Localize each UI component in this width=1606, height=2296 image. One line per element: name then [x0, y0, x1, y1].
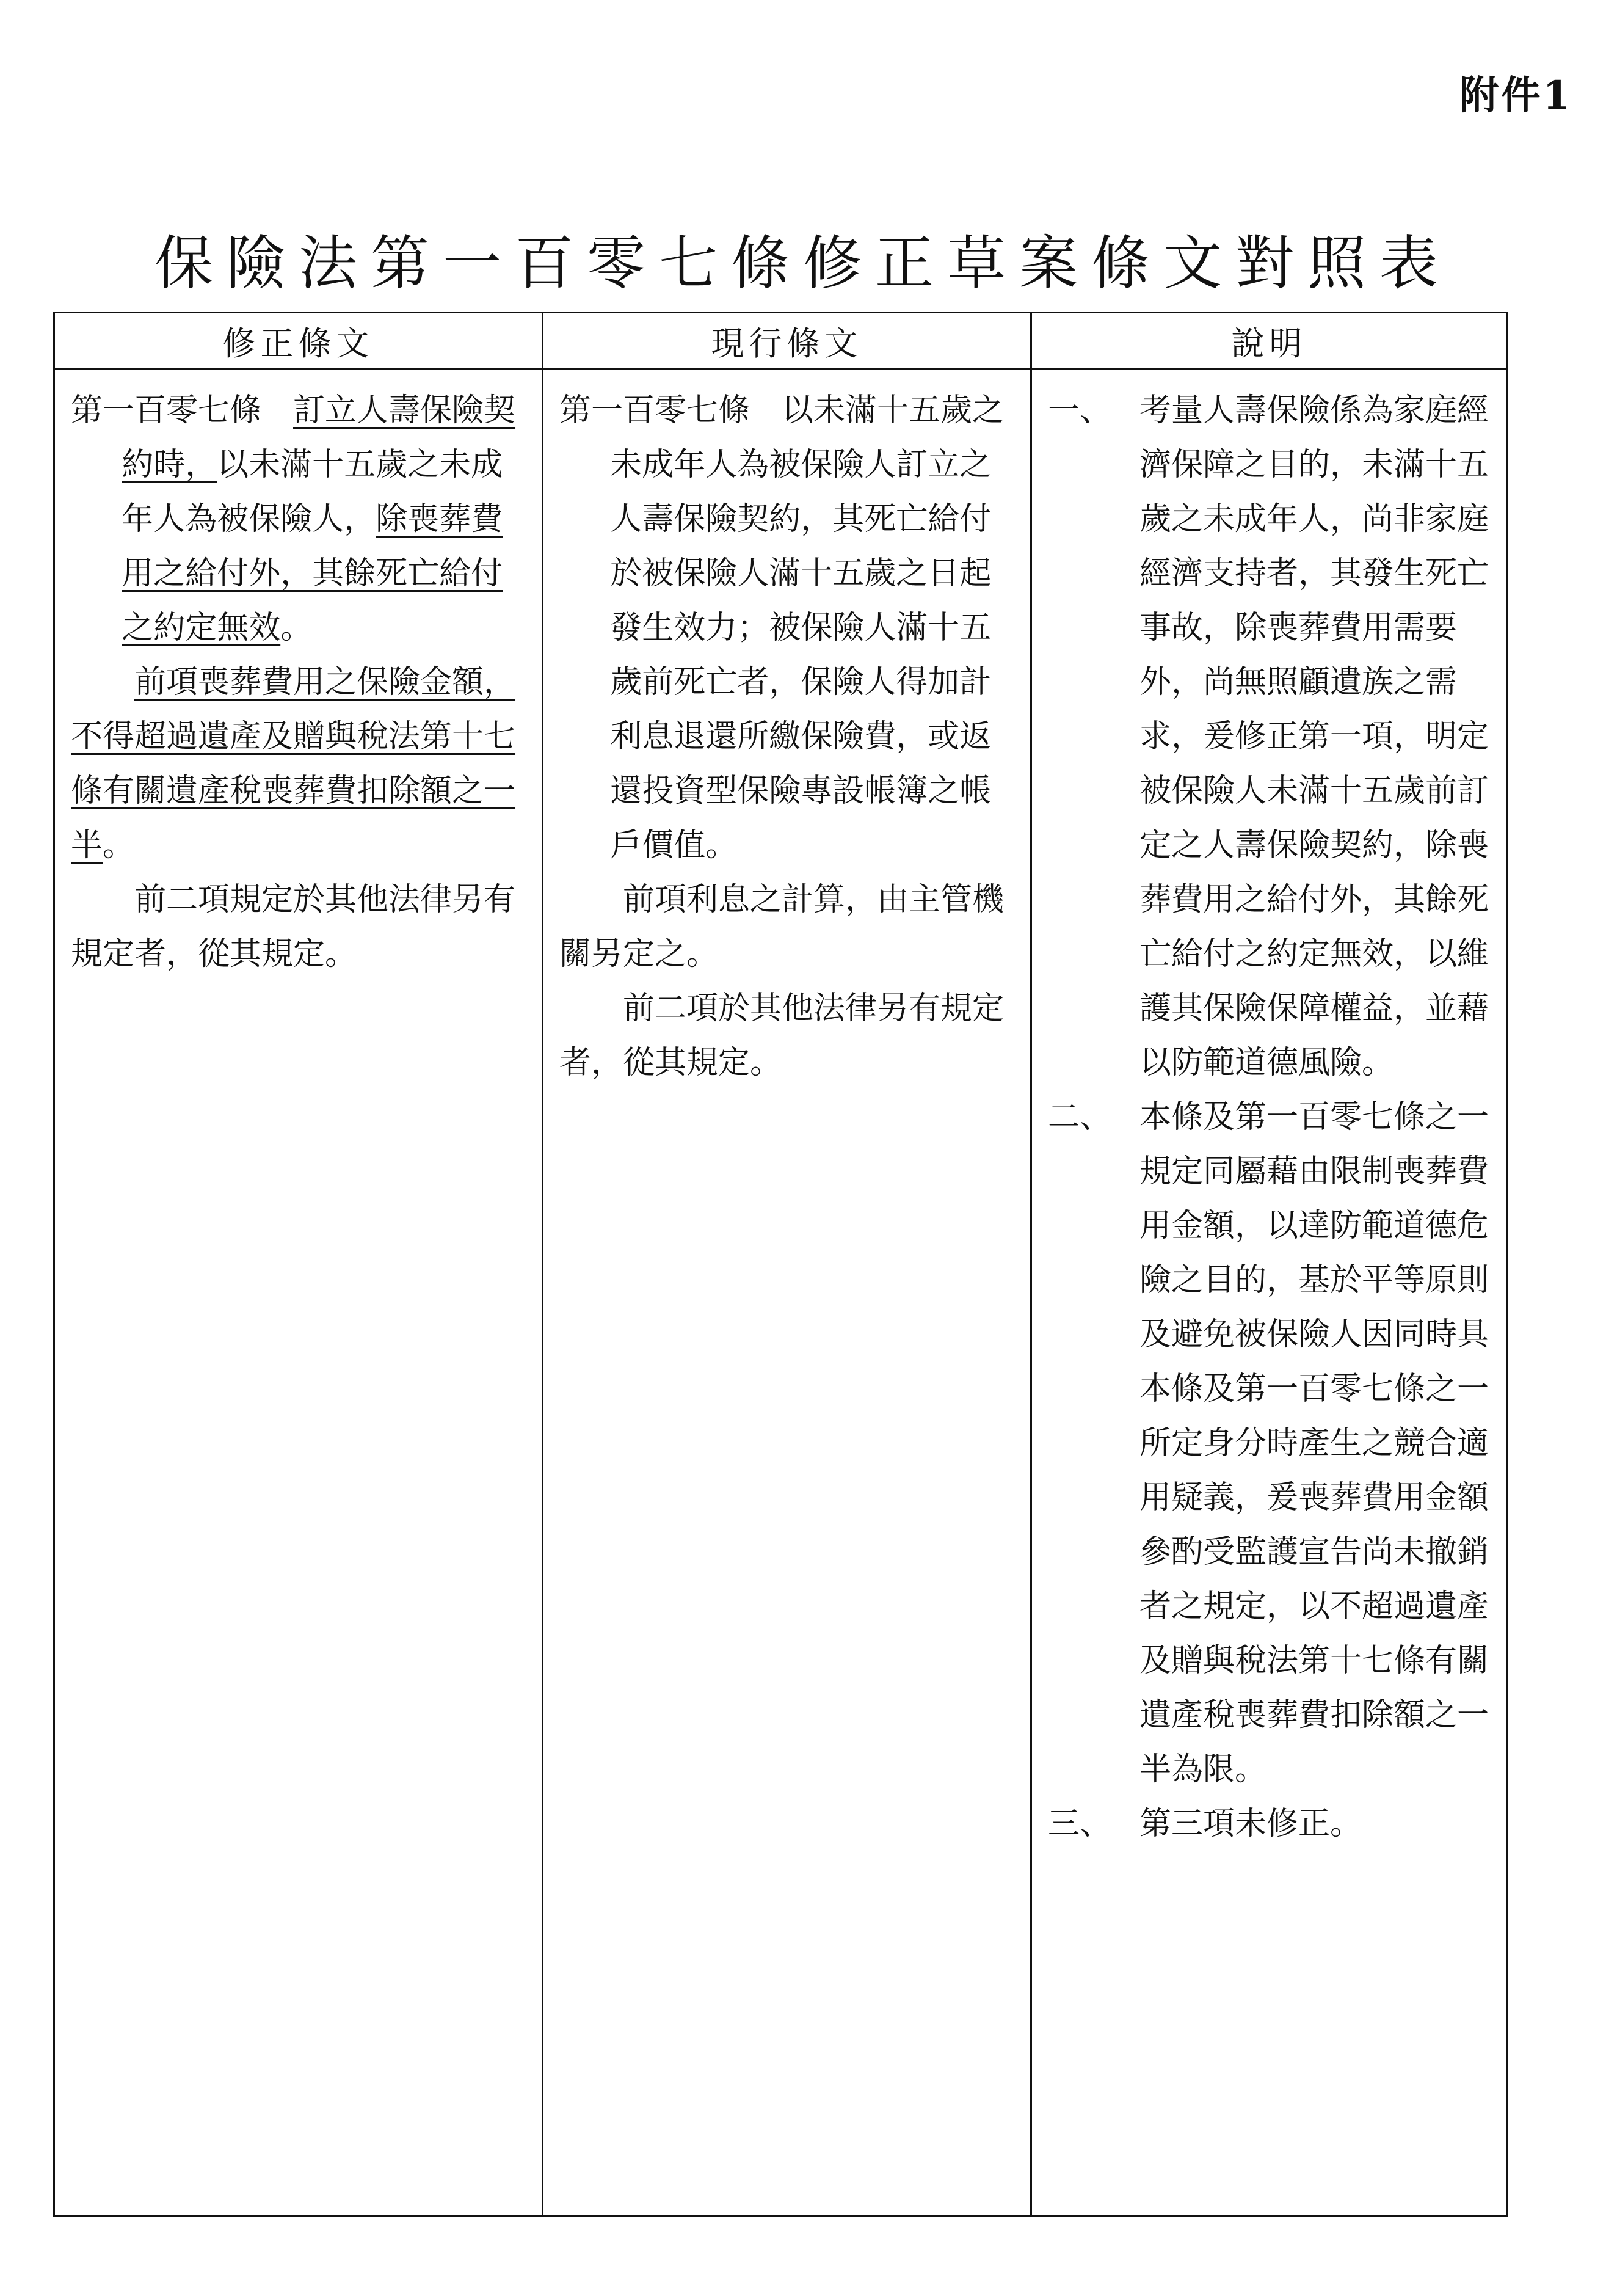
explanation-text-1: 考量人壽保險係為家庭經濟保障之目的，未滿十五歲之未成年人，尚非家庭經濟支持者，其發生死亡事故，除喪葬費用需要外，尚無照顧遺族之需求，爰修正第一項，明定被保險人未滿十五歲前訂定之人壽保險契約，除喪葬費用之給付外，其餘死亡給付之約定無效，以維護其保險保障權益，並藉以防範道德風險。 — [1139, 392, 1489, 1081]
amended-cell — [54, 370, 543, 2217]
table-row — [54, 370, 1508, 2217]
current-para-3: 前二項於其他法律另有規定者，從其規定。 — [559, 990, 1005, 1081]
amended-text-1: 以未滿十五歲之未成年人為被保險人， — [122, 446, 503, 538]
explanation-cell — [1031, 370, 1508, 2217]
explanation-item-3 — [1048, 1797, 1491, 1851]
amended-end-1: 。 — [280, 610, 313, 646]
amended-end-2: 。 — [103, 827, 135, 864]
current-cell — [543, 370, 1031, 2217]
amended-underline-2: 除喪葬費用之給付外，其餘死亡給付之約定無效 — [122, 501, 503, 646]
article-number: 第一百零七條 — [71, 392, 294, 429]
header-explanation: 說明 — [1031, 313, 1508, 370]
amended-underline-3: 前項喪葬費用之保險金額，不得超過遺產及贈與稅法第十七條有關遺產稅喪葬費扣除額之一半 — [71, 664, 516, 864]
amended-para-2 — [71, 655, 526, 873]
header-current: 現行條文 — [543, 313, 1031, 370]
amended-para-1 — [71, 384, 526, 655]
explanation-text-3: 第三項未修正。 — [1139, 1806, 1362, 1842]
header-amended: 修正條文 — [54, 313, 543, 370]
explanation-num-1: 一、 — [1048, 392, 1112, 429]
amended-para-3: 前二項規定於其他法律另有規定者，從其規定。 — [71, 881, 516, 972]
current-para-2: 前項利息之計算，由主管機關另定之。 — [559, 881, 1005, 972]
explanation-num-3: 三、 — [1048, 1806, 1112, 1842]
page-title: 保險法第一百零七條修正草案條文對照表 — [154, 229, 1452, 297]
comparison-table — [53, 312, 1508, 2217]
explanation-item-2 — [1048, 1090, 1491, 1797]
attachment-label: 附件1 — [1459, 73, 1572, 118]
explanation-item-1 — [1048, 384, 1491, 1090]
explanation-text-2: 本條及第一百零七條之一規定同屬藉由限制喪葬費用金額，以達防範道德危險之目的，基於平等原則及避免被保險人因同時具本條及第一百零七條之一所定身分時產生之競合適用疑義，爰喪葬費用金額參酌受監護宣告尚未撤銷者之規定，以不超過遺產及贈與稅法第十七條有關遺產稅喪葬費扣除額之一半為限。 — [1139, 1099, 1489, 1788]
explanation-num-2: 二、 — [1048, 1099, 1112, 1135]
current-para-1: 第一百零七條 以未滿十五歲之未成年人為被保險人訂立之人壽保險契約，其死亡給付於被保險人滿十五歲之日起發生效力；被保險人滿十五歲前死亡者，保險人得加計利息退還所繳保險費，或返還投資型保險專設帳簿之帳戶價值。 — [559, 392, 1005, 864]
amended-underline-1: 訂立人壽保險契約時， — [122, 392, 516, 483]
table-header-row — [54, 313, 1508, 370]
